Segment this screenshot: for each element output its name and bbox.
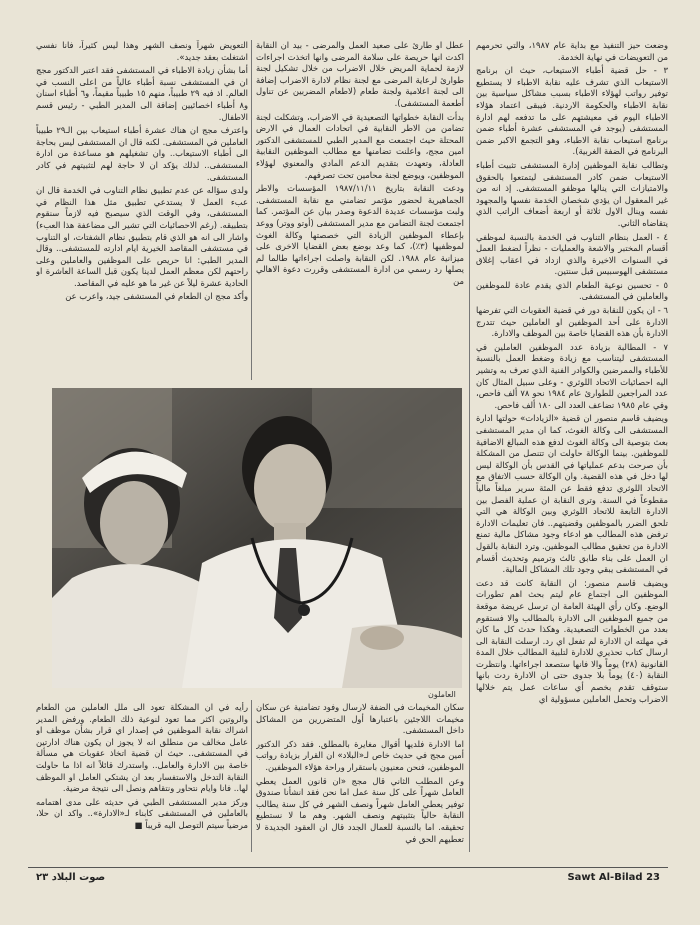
paragraph: وأكد مجج ان الطعام في المستشفى جيد، واعرب عن [65,291,248,302]
column-divider [251,700,252,852]
paragraph: وركز مدير المستشفى الطبي في حديثه على مدى اهتمامه بالعاملين في المستشفى كابناء لـ«الادارة».. واكد ان حلا، مرضياً سيتم التوصل اليه قريباً ■ [36,796,248,830]
paragraph: رأيه في ان المشكلة تعود الى ملل العاملين من الطعام والروتين اكثر مما تعود لنوعية ذلك الطعام. ورفض المدير اشراك نقابة الموظفين في إصدار اي قرار بشأن موظف او عامل مخالف من منطلق انه لا يجوز ان يكون هناك ادارتين في المستشفى.. حيث ان قضية اتخاذ عقوبات هي مسألة خاصة بين الادارة والعامل.. واستدرك قائلاً انه اذا ما حاولت النقابة التدخل والاستفسار بعد ان يشتكي العامل او الموظف لها.. فانا وايام نتحاور ونتقاهم ونصل الى نتيجة مرضية. [36,702,248,794]
paragraph: وضعت حيز التنفيذ مع بداية عام ١٩٨٧، والتي تحرمهم من التعويضات في نهاية الخدمة. [476,40,668,62]
paragraph: بدأت النقابة خطواتها التصعيدية في الاضراب، وتشكلت لجنة تضامن من الاطر النقابية في اتحادات العمال في الارض المحتلة حيث اجتمعت مع المدير الطبي للمستشفى الدكتور امين مجج، واعلنت تضامنها مع مطالب الموظفين النقابية العادلة، وتعهدت بتقديم الدعم المادي والمعنوي لهؤلاء الموظفين، ويوضع لجنة محامين تحت تصرفهم. [256,111,464,180]
column-left-top [36,40,248,378]
paragraph: التعويض شهراً ونصف الشهر وهذا ليس كثيراً، فانا نفسي اشتغلت بعقد جديد». [36,40,248,62]
paragraph: واعترف مجج ان هناك عشرة أطباء استيعاب بين الـ٢٩ طبيباً العاملين في المستشفى. لكنه قال ان المستشفى ليس بحاجة الى أطباء الاستيعاب.. وان تشغيلهم هو مساعدة من ادارة المستشفى.. لذلك يؤكد ان لا حاجة لهم لتثبيتهم في كادر المستشفى. [36,125,248,182]
paragraph: أما بشأن زيادة الاطباء في المستشفى فقد اعتبر الدكتور مجج ان في المستشفى نسبة أطباء عالياً من اعلى النسب في العالم. اذ فيه ٢٩ طبيباً، منهم ١٥ طبيباً مقيماً، و٦ أطباء اسنان و٨ أطباء اخصائيين إضافة الى المدير الطبي - رئيس قسم الاطفال. [36,65,248,122]
doctor-nurse-photo [52,388,462,688]
photo-caption: العاملون [428,690,456,699]
paragraph: ولدى سؤاله عن عدم تطبيق نظام التناوب في الخدمة قال ان عبء العمل لا يستدعي تطبيق مثل هذا النظام في المستشفى، وفي الوقت الذي سيصبح فيه لازماً سنقوم بتطبيقه. (رغم الاحصائيات التي تشير الى مضاعفة هذا العبء) واشار الى انه هو الذي قام بتطبيق نظام الشفتات، او التناوب في مستشفى المقاصد الخيرية ايام ادارته للمستشفى.. وقال المدير الطبي: انا حريص على الموظفين والعاملين وعلى راحتهم لكن معظم العمل لدينا يكون قبل الساعة العاشرة او الحادية عشرة ليلاً عن غير ما هو عليه في المقاصد. [36,185,248,288]
paragraph: ٤ - العمل بنظام التناوب في الخدمة بالنسبة لموظفي أقسام المختبر والاشعة والعمليات - نظراً لضغط العمل في السنوات الاخيرة والذي ازداد في اعقاب إغلاق مستشفى الهوسبيس قبل سنتين. [476,231,668,277]
footer-rule [28,867,668,868]
magazine-page [28,40,668,900]
paragraph: عطل او طارئ على صعيد العمل والمرضى - بيد ان النقابة اكدت انها حريصة على سلامة المرضى وانها اتخذت اجراءات لازمة لحماية المريض خلال الاضراب من خلال تشكيل لجنة طوارئ لرعاية المرضى مع لجنة نظام لادارة الاضراب إضافة الى لجنة اعلامية ولجنة طعام (لاطعام المضربين عن تناول أطعمة المستشفى). [256,40,464,108]
column-middle-bottom [256,702,464,850]
paragraph: اما الادارة فلديها أقوال مغايرة بالمطلق. فقد ذكر الدكتور أمين مجج في حديث خاص لـ«البلاد» ان القرار بزيادة رواتب الموظفين، فنحن معنيون باستقرار وراحة هؤلاء الموظفين. [256,738,464,772]
column-divider [469,40,470,852]
paragraph: وعن المطلب الثاني قال مجج «ان قانون العمل يعطي العامل شهراً على كل سنة عمل اما نحن فقد انشأنا صندوق توفير يعطي العامل شهراً ونصف الشهر في كل سنة يطالب النقابة حالياً بتثبيتهم ونصف الشهر. وهم ما لا نستطيع تحقيقه. اما بالنسبة للعمال الجدد قال ان العقود الجديدة لا تعطيهم الحق في [256,775,464,844]
paragraph: سكان المخيمات في الضفة لارسال وفود تضامنية عن سكان مخيمات اللاجئين باعتبارها أول المتضررين من المشاكل داخل المستشفى. [256,702,464,736]
paragraph: وتطالب نقابة الموظفين إدارة المستشفى تثبيت أطباء الاستيعاب ضمن كادر المستشفى ليتمتعوا بالحقوق والامتيازات التي ينالها موظفو المستشفى. إذ انه من غير المعقول ان يؤدي شخصان الخدمة نفسها والمجهود نفسه وينال الاول ثلاثة أو اربعة أضعاف الراتب الذي يتقاضاه الثاني. [476,159,668,228]
footer-magazine-latin: Sawt Al-Bilad 23 [567,872,660,883]
column-left-bottom [36,702,248,850]
column-divider [251,40,252,380]
paragraph: ودعت النقابة بتاريخ ١٩٨٧/١١/١١ المؤسسات والاطر الجماهيرية لحضور مؤتمر تضامني مع نقابة المستشفى. ولبت مؤسسات عديدة الدعوة وصدر بيان عن المؤتمر. كما اجتمعت لجنة التضامن مع مدير المستشفى (أوتو ووتر) ووعد بإعطاء الموظفين الزيادة التي خصصتها وكالة الغوث لموظفيها (٣٪)، كما وعد بوضع بعض القضايا الاخرى على ميزانية عام ١٩٨٨. لكن النقابة واصلت اجراءاتها طالما لم يصلها رد رسمي من ادارة المستشفى وقررت دعوة الاهالي من [256,183,464,286]
paragraph: ٧ - المطالبة بزيادة عدد الموظفين العاملين في المستشفى ليتناسب مع زيادة وضغط العمل بالنسبة للأطباء والممرضين والكوادر الفنية الذي تعرف به وتشير اليه احصائيات الاتحاد اللوثري - وعلى سبيل المثال كان عدد المراجعين للطوارئ عام ١٩٨٤ نحو ٧٨ ألف فاحص، وفي عام ١٩٨٥ تضاعف العدد الى ١٨٠ ألف فاحص. [476,341,668,410]
paragraph: ٣ - حل قضية أطباء الاستيعاب، حيث ان برنامج الاستيعاب الذي تشرف عليه نقابة الاطباء لا يستطيع توفير رواتب لهؤلاء الاطباء بسبب مشاكل سياسية بين نقابة الاطباء والحكومة الاردنية. فيبقى اعتماد هؤلاء الاطباء اليوم في معيشتهم على ما تدفعه لهم ادارة المستشفى (يوجد في المستشفى عشرة أطباء ضمن برنامج استيعاب نقابة الاطباء، وهو التجمع الاكبر ضمن البرنامج في الضفة الغربية). [476,65,668,157]
paragraph: ويضيف قاسم منصور: ان النقابة كانت قد دعت الموظفين الى اجتماع عام ليتم بحث اهم تطورات الوضع. وكان رأي الهيئة العامة ان ترسل عريضة موقعة من جميع الموظفين الى الادارة بالمطالب والا فستقوم بعدد من الخطوات التصعيدية. وهكذا حدث كل ما كان في مهلته ان الادارة لم تفعل اي رد. ارسلت النقابة الى ارسال كتاب تحذيري للادارة لتلبية المطالب خلال المدة القانونية (٢٨) يوماً والا فانها ستصعد اجراءاتها. وانتظرت النقابة (٤٠) يوماً بلا جدوى حتى ان الادارة ردت بانها ستوقف تقدم بخصم أي ساعات عمل يتم خلالها الاضراب وتحمل العاملين مسؤولية اي [476,577,668,704]
paragraph: ٦ - ان يكون للنقابة دور في قضية العقوبات التي تفرضها الادارة على أحد الموظفين او العاملين حيث تتدرج الادارة بأن هذه القضايا خاصة بين الموظف والادارة. [476,305,668,339]
paragraph: ويضيف قاسم منصور ان قضية «الزيادات» حولتها ادارة المستشفى الى وكالة الغوث، كما ان مدير المستشفى بعث بتوصية الى وكالة الغوث لدفع هذه المبالغ الاضافية للموظفين. بينما الوكالة حاولت ان تتنصل من المشكلة بأن صرحت بدعم عملياتها في القدس بأن الوكالة ليس لها دخل في هذه القضية. وان الوكالة حسب الاتفاق مع الاتحاد اللوثري تدفع فقط عن المئة سرير مبلغاً مالياً مقطوعاً في السنة. وترى النقابة ان عملية الفصل بين الادارة التابعة للاتحاد اللوثري وبين الوكالة هي التي تلحق الضرر بالموظفين وقضيتهم.. فان تعليمات الادارة ترفض هذه المطالب هو ادعاء وجود مشاكل مالية تمنع الادارة من تحقيق مطالب الموظفين. وترد النقابة بالقول ان العمل على بناء طابق ثالث وترميم وتحديث أقسام في المستشفى يبقي وجود تلك المشاكل المالية. [476,413,668,575]
column-right [476,40,668,850]
footer-magazine-arabic: صوت البلاد ٢٣ [36,872,106,883]
column-middle-top [256,40,464,378]
paragraph: ٥ - تحسين نوعية الطعام الذي يقدم عادة للموظفين والعاملين في المستشفى. [476,279,668,302]
